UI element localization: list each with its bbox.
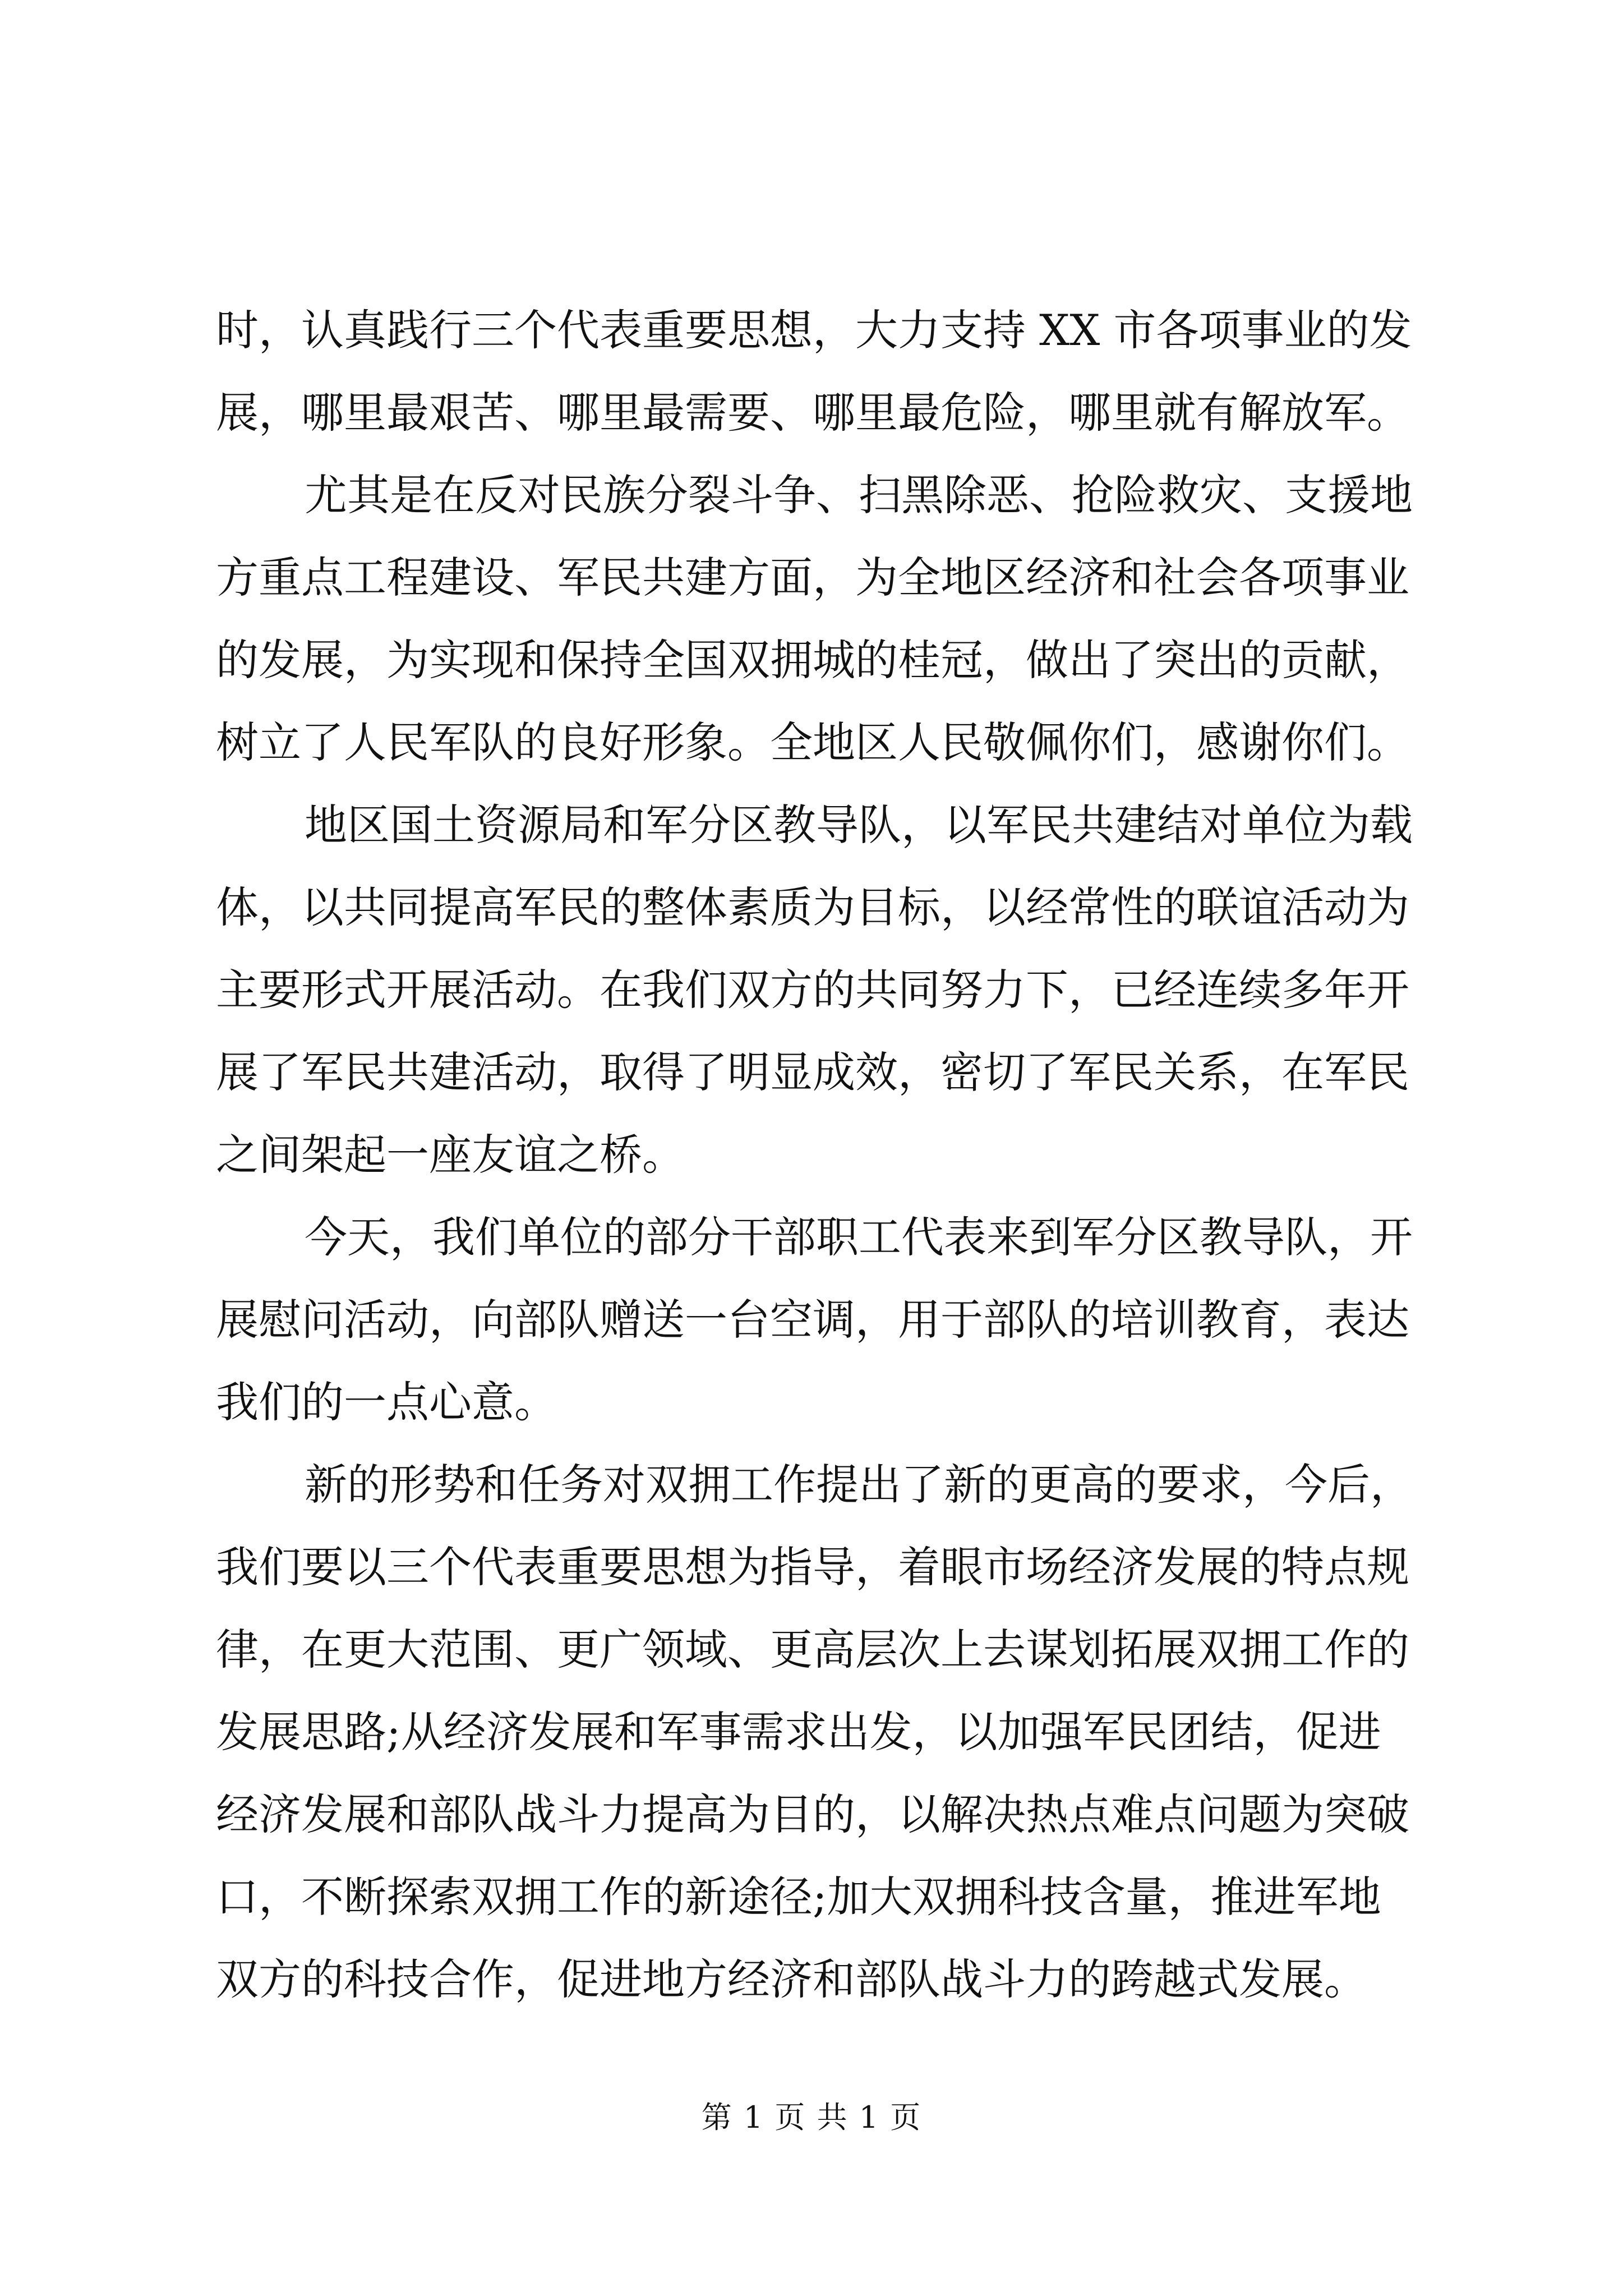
- text-line: 主要形式开展活动。在我们双方的共同努力下，已经连续多年开: [216, 965, 1409, 1015]
- text-line: 今天，我们单位的部分干部职工代表来到军分区教导队，开: [305, 1212, 1413, 1262]
- text-line: 展了军民共建活动，取得了明显成效，密切了军民关系，在军民: [216, 1047, 1409, 1097]
- text-line: 地区国土资源局和军分区教导队，以军民共建结对单位为载: [305, 800, 1413, 850]
- text-line: 律，在更大范围、更广领域、更高层次上去谋划拓展双拥工作的: [216, 1625, 1409, 1674]
- text-line: 展慰问活动，向部队赠送一台空调，用于部队的培训教育，表达: [216, 1295, 1409, 1345]
- text-line: 新的形势和任务对双拥工作提出了新的更高的要求，今后，: [305, 1460, 1413, 1510]
- text-line: 体，以共同提高军民的整体素质为目标，以经常性的联谊活动为: [216, 882, 1409, 932]
- page-footer: 第 1 页 共 1 页: [701, 2100, 922, 2135]
- text-line: 双方的科技合作，促进地方经济和部队战斗力的跨越式发展。: [216, 1954, 1367, 2004]
- text-line: 发展思路;从经济发展和军事需求出发，以加强军民团结，促进: [216, 1707, 1381, 1757]
- text-line: 我们的一点心意。: [216, 1377, 557, 1427]
- text-line: 的发展，为实现和保持全国双拥城的桂冠，做出了突出的贡献，: [216, 635, 1409, 685]
- text-line: 我们要以三个代表重要思想为指导，着眼市场经济发展的特点规: [216, 1542, 1409, 1592]
- text-line: 方重点工程建设、军民共建方面，为全地区经济和社会各项事业: [216, 553, 1409, 602]
- text-line: 经济发展和部队战斗力提高为目的，以解决热点难点问题为突破: [216, 1789, 1409, 1839]
- body-text: [216, 289, 1416, 2021]
- text-line: 展，哪里最艰苦、哪里最需要、哪里最危险，哪里就有解放军。: [216, 388, 1409, 438]
- text-line: 树立了人民军队的良好形象。全地区人民敬佩你们，感谢你们。: [216, 717, 1409, 767]
- text-line: 之间架起一座友谊之桥。: [216, 1130, 685, 1180]
- text-line: 尤其是在反对民族分裂斗争、扫黑除恶、抢险救灾、支援地: [305, 470, 1413, 520]
- text-line: 时，认真践行三个代表重要思想，大力支持 XX 市各项事业的发: [216, 305, 1412, 355]
- text-line: 口，不断探索双拥工作的新途径;加大双拥科技含量，推进军地: [216, 1872, 1381, 1922]
